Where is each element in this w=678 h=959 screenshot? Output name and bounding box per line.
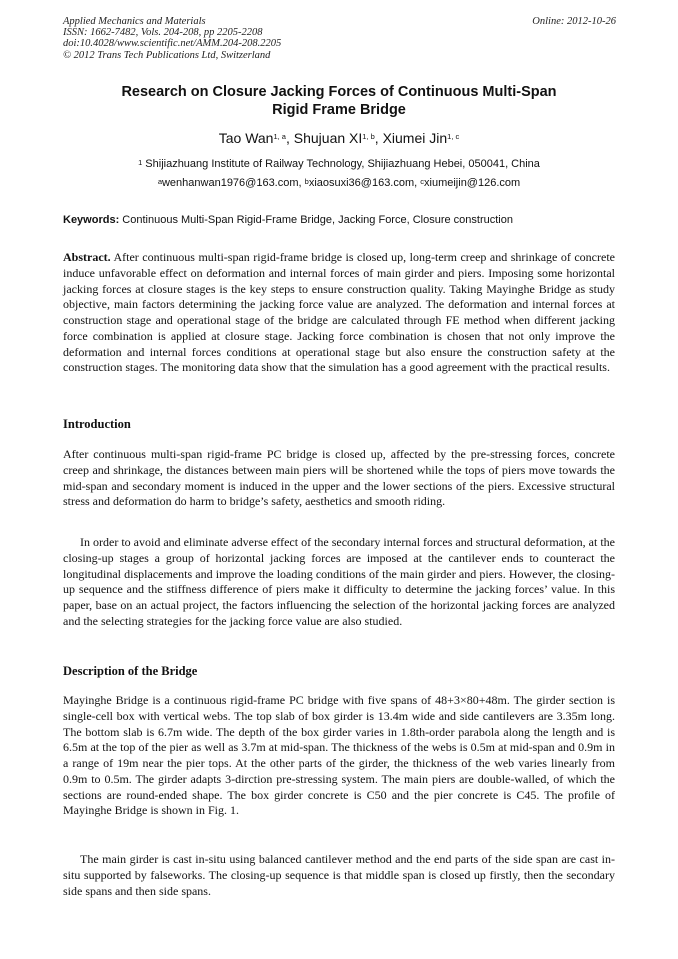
copyright-line: © 2012 Trans Tech Publications Ltd, Switzerland <box>63 49 271 61</box>
keywords-text: Continuous Multi-Span Rigid-Frame Bridge, Jacking Force, Closure construction <box>119 214 513 226</box>
author-list <box>63 129 615 147</box>
email-list <box>63 176 615 190</box>
author-affil-mark: 1, a <box>273 132 286 141</box>
email-link: wenhanwan1976@163.com, <box>161 177 305 189</box>
affiliation-text: Shijiazhuang Institute of Railway Technology, Shijiazhuang Hebei, 050041, China <box>142 158 540 170</box>
description-heading: Description of the Bridge <box>63 664 198 678</box>
email-mark: c <box>420 177 425 186</box>
description-paragraph-1: Mayinghe Bridge is a continuous rigid-frame PC bridge with five spans of 48+3×80+48m. The girder section is single-cell box with vertical webs. The top slab of box girder is 13.4m wide and side cantilevers are 3.35m long. The bottom slab is 6.7m wide. The depth of the box girder varies in 1.8th-order parabola along the length and is 6.5m at the top of the pier as well as 3.7m at mid-span. The thickness of the webs is 0.5m at mid-span and 0.9m in a range of 19m near the pier tops. At the other parts of the girder, the thickness of the web varies linearly from 0.9m to 0.5m. The girder adapts 3-dirction pre-stressing system. The main piers are double-walled, of which the sections are round-ended shape. The box girder concrete is C50 and the pier concrete is C45. The profile of Mayinghe Bridge is shown in Fig. 1. <box>63 693 615 818</box>
keywords-label: Keywords: <box>63 214 120 226</box>
online-date: Online: 2012-10-26 <box>532 16 616 27</box>
introduction-paragraph-2: In order to avoid and eliminate adverse effect of the secondary internal forces and structural deformation, at the closing-up stages a group of horizontal jacking forces are imposed at the cantilever ends to counteract the longitudinal displacements and improve the loading conditions of the main girder and piers. However, the closing-up sequence and the stiffness difference of piers make it difficulty to determine the jacking forces’ value. In this paper, base on an actual project, the factors influencing the selection of the horizontal jacking forces are analyzed and the selecting strategies for the jacking force value are also studied. <box>63 535 615 628</box>
paper-title <box>63 83 615 119</box>
author-name: Tao Wan <box>218 130 274 146</box>
affiliation-mark: 1 <box>138 158 143 167</box>
email-mark: b <box>304 177 309 186</box>
doi-line: doi:10.4028/www.scientific.net/AMM.204-208.2205 <box>63 38 282 50</box>
author-affil-mark: 1, b <box>362 132 375 141</box>
author-name: Xiumei Jin <box>382 130 448 146</box>
abstract <box>63 250 615 376</box>
author-separator: , <box>285 130 294 146</box>
affiliation <box>63 157 615 171</box>
journal-name: Applied Mechanics and Materials <box>63 16 206 27</box>
keywords <box>63 213 615 227</box>
title-line-1: Research on Closure Jacking Forces of Continuous Multi-Span <box>121 84 557 100</box>
description-paragraph-2: The main girder is cast in-situ using balanced cantilever method and the end parts of the side span are cast in-situ supported by falseworks. The closing-up sequence is that middle span is closed up firstly, then the secondary side spans and then side spans. <box>63 852 615 898</box>
introduction-heading: Introduction <box>63 417 131 431</box>
issn-line: ISSN: 1662-7482, Vols. 204-208, pp 2205-2208 <box>63 27 263 39</box>
abstract-text: After continuous multi-span rigid-frame bridge is closed up, long-term creep and shrinkage of concrete induce unfavorable effect on deformation and internal forces of main girder and piers. Imposing some horizontal jacking forces at closure stages is the key steps to ensure construction quality. Taking Mayinghe Bridge as study objective, main factors determining the jacking force value are analyzed. The deformation and internal forces at construction stage and operational stage of the bridge are calculated through FE method when different jacking force combination is applied at closure stage. Jacking force combination is chosen that not only improve the deformation and internal forces conditions at operational stage but also ensure the construction safety at the construction stages. The monitoring data show that the simulation has a good agreement with the practical results. <box>63 250 615 375</box>
email-link: xiaosuxi36@163.com, <box>308 177 421 189</box>
title-line-2: Rigid Frame Bridge <box>272 102 406 118</box>
introduction-paragraph-1: After continuous multi-span rigid-frame PC bridge is closed up, affected by the pre-stressing forces, concrete creep and shrinkage, the distances between main piers will be shortened while the tops of piers move towards the mid-span and secondary moment is induced in the upper and the lower sections of the piers. Excessive structural stress and deformation do harm to bridge’s safety, aesthetics and smooth riding. <box>63 447 615 509</box>
journal-header <box>63 16 281 61</box>
author-separator: , <box>374 130 383 146</box>
email-link: xiumeijin@126.com <box>424 177 521 189</box>
email-mark: a <box>157 177 162 186</box>
abstract-label: Abstract. <box>63 250 111 264</box>
author-affil-mark: 1, c <box>447 132 460 141</box>
author-name: Shujuan XI <box>293 130 363 146</box>
